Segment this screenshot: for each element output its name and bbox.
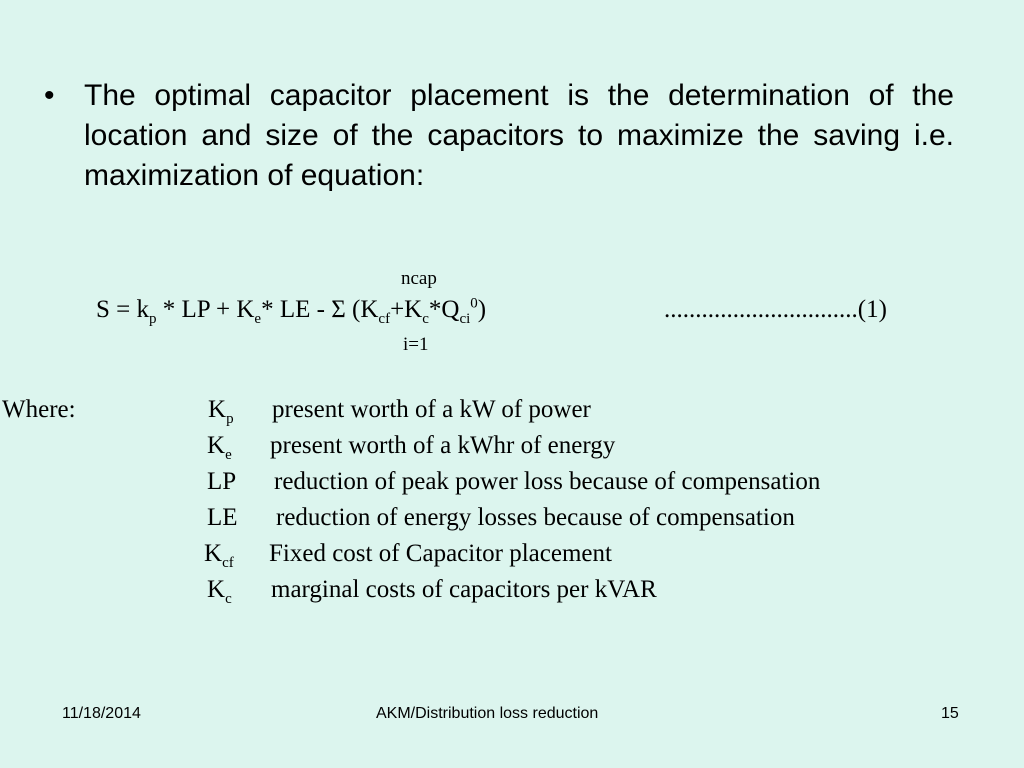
equation-number: ...............................(1) bbox=[664, 296, 887, 323]
bullet-point bbox=[44, 76, 954, 196]
def-description: Fixed cost of Capacitor placement bbox=[269, 540, 612, 567]
def-description: reduction of peak power loss because of compensation bbox=[274, 468, 821, 495]
def-description: present worth of a kW of power bbox=[272, 396, 591, 423]
def-symbol: $K_p$ bbox=[208, 396, 234, 427]
footer-date: 11/18/2014 bbox=[62, 705, 141, 722]
equation-body: $S = k_p$ * LP + $K_e*$ LE - Σ $(K_{cf}+K_c*Q_{ci}^0)$ bbox=[96, 295, 487, 327]
sum-upper-limit: ncap bbox=[401, 268, 437, 289]
def-description: reduction of energy losses because of compensation bbox=[276, 504, 795, 531]
page-number: 15 bbox=[941, 705, 959, 722]
where-label: Where: bbox=[2, 396, 76, 423]
def-symbol: $K_{cf}$ bbox=[204, 540, 234, 571]
def-symbol: LP bbox=[207, 468, 237, 495]
def-symbol: LE bbox=[207, 504, 238, 531]
bullet-text: The optimal capacitor placement is the determination of the location and size of the capacitors to maximize the saving i.e. maximization of equation: bbox=[84, 79, 954, 192]
def-symbol: $K_c$ bbox=[207, 576, 232, 607]
footer-title: AKM/Distribution loss reduction bbox=[376, 705, 599, 722]
def-description: present worth of a kWhr of energy bbox=[270, 432, 616, 459]
bullet-marker: • bbox=[44, 79, 55, 112]
def-description: marginal costs of capacitors per kVAR bbox=[271, 576, 657, 603]
def-symbol: $K_e$ bbox=[207, 432, 232, 463]
sum-lower-limit: i=1 bbox=[403, 334, 429, 355]
